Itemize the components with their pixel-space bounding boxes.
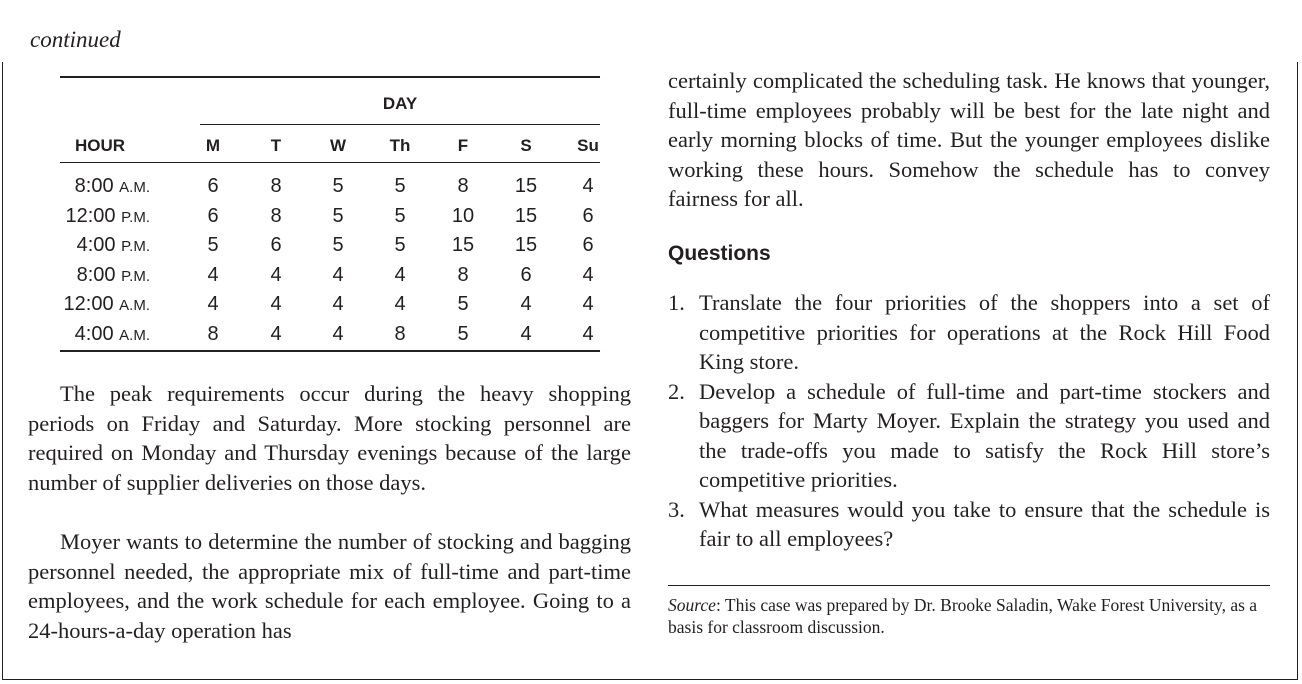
table-cell: 8	[270, 175, 282, 197]
table-cell: 4	[332, 322, 344, 345]
questions-list	[668, 288, 1270, 554]
table-cell: 5	[207, 234, 219, 256]
question-number: 1.	[668, 290, 685, 315]
question-text: Develop a schedule of full-time and part-time stockers and baggers for Marty Moyer. Explain the strategy you used and the trade-offs you made to satisfy the Rock Hill store’s competitive priorities.	[699, 378, 1270, 492]
table-cell: 5	[332, 175, 344, 197]
col-header-tue: T	[270, 136, 282, 155]
hour-ampm: A.M.	[119, 297, 150, 314]
day-header: DAY	[382, 94, 418, 113]
table-cell: 6	[207, 175, 219, 197]
hour-time: 4:00	[74, 322, 114, 345]
table-cell: 5	[457, 293, 469, 315]
question-text: Translate the four priorities of the shoppers into a set of competitive priorities for operations at the Rock Hill Food King store.	[699, 290, 1270, 374]
table-cell: 5	[332, 234, 344, 256]
table-cell: 8	[207, 322, 219, 345]
question-text: What measures would you take to ensure that the schedule is fair to all employees?	[699, 496, 1270, 551]
table-cell: 8	[394, 322, 406, 345]
table-cell: 15	[451, 234, 475, 256]
hour-ampm: P.M.	[121, 208, 150, 226]
table-cell: 4	[394, 263, 406, 286]
question-item	[668, 495, 1270, 554]
right-paragraph-1: certainly complicated the scheduling task. He knows that younger, full-time employees probably will be best for the late night and early morning blocks of time. But the younger employees dislike working these hours. Somehow the schedule has to convey fairness for all.	[668, 68, 1270, 211]
source-label: Source	[668, 595, 716, 615]
hour-cell	[60, 290, 150, 320]
table-cell: 5	[457, 322, 469, 345]
left-paragraph-2: Moyer wants to determine the number of stocking and bagging personnel needed, the appropriate mix of full-time and part-time employees, and the work schedule for each employee. Going to a 24-hours-a-day operation has	[28, 529, 631, 643]
table-cell: 4	[520, 293, 532, 315]
table-cell: 6	[582, 204, 594, 227]
table-cell: 10	[451, 204, 475, 227]
source-text: : This case was prepared by Dr. Brooke Saladin, Wake Forest University, as a basis for classroom discussion.	[668, 595, 1258, 637]
table-cell: 5	[394, 175, 406, 197]
hour-header: HOUR	[74, 136, 126, 155]
table-cell: 4	[394, 293, 406, 315]
table-cell: 4	[520, 322, 532, 345]
table-cell: 4	[582, 175, 594, 197]
table-top-rule	[60, 76, 600, 78]
table-cell: 5	[394, 234, 406, 256]
table-cell: 4	[270, 322, 282, 345]
table-cell: 5	[394, 204, 406, 227]
table-header-rule	[60, 162, 600, 163]
table-cell: 4	[270, 293, 282, 315]
question-number: 2.	[668, 378, 685, 404]
table-cell: 6	[270, 234, 282, 256]
hour-cell	[60, 320, 150, 350]
table-cell: 4	[582, 322, 594, 345]
table-cell: 15	[514, 234, 538, 256]
hour-time: 4:00	[76, 234, 116, 256]
hour-time: 12:00	[63, 293, 114, 315]
questions-heading: Questions	[668, 242, 771, 265]
question-number: 3.	[668, 496, 685, 522]
table-cell: 4	[332, 263, 344, 286]
table-cell: 6	[520, 263, 532, 286]
continued-label: continued	[30, 27, 121, 52]
hour-ampm: A.M.	[119, 179, 150, 196]
col-header-sat: S	[520, 136, 532, 155]
col-header-fri: F	[457, 136, 469, 155]
hour-ampm: P.M.	[121, 267, 150, 285]
hour-cell	[60, 231, 150, 261]
left-paragraph-1: The peak requirements occur during the heavy shopping periods on Friday and Saturday. More stocking personnel are required on Monday and Thursday evenings because of the large number of supplier deliveries on those days.	[28, 381, 631, 495]
question-item	[668, 377, 1270, 495]
table-cell: 15	[514, 204, 538, 227]
table-cell: 15	[514, 175, 538, 197]
table-cell: 8	[457, 175, 469, 197]
table-cell: 5	[332, 204, 344, 227]
table-cell: 4	[332, 293, 344, 315]
hour-time: 8:00	[76, 263, 116, 286]
table-cell: 4	[582, 293, 594, 315]
question-item	[668, 288, 1270, 377]
hour-ampm: P.M.	[121, 238, 150, 255]
table-cell: 8	[270, 204, 282, 227]
source-rule	[668, 585, 1270, 586]
table-cell: 4	[582, 263, 594, 286]
table-cell: 6	[207, 204, 219, 227]
col-header-sun: Su	[577, 136, 599, 155]
table-cell: 6	[582, 234, 594, 256]
table-cell: 4	[270, 263, 282, 286]
hour-cell	[60, 261, 150, 291]
hour-cell	[60, 172, 150, 202]
col-header-wed: W	[329, 136, 347, 155]
col-header-mon: M	[205, 136, 221, 155]
hour-ampm: A.M.	[119, 326, 150, 344]
col-header-thu: Th	[389, 136, 411, 155]
source-note	[668, 594, 1270, 638]
table-bottom-rule	[60, 350, 600, 352]
table-cell: 4	[207, 293, 219, 315]
table-cell: 8	[457, 263, 469, 286]
day-header-rule	[200, 124, 600, 125]
hour-time: 12:00	[65, 204, 116, 227]
table-cell: 4	[207, 263, 219, 286]
hour-cell	[60, 202, 150, 232]
hour-time: 8:00	[74, 175, 114, 197]
